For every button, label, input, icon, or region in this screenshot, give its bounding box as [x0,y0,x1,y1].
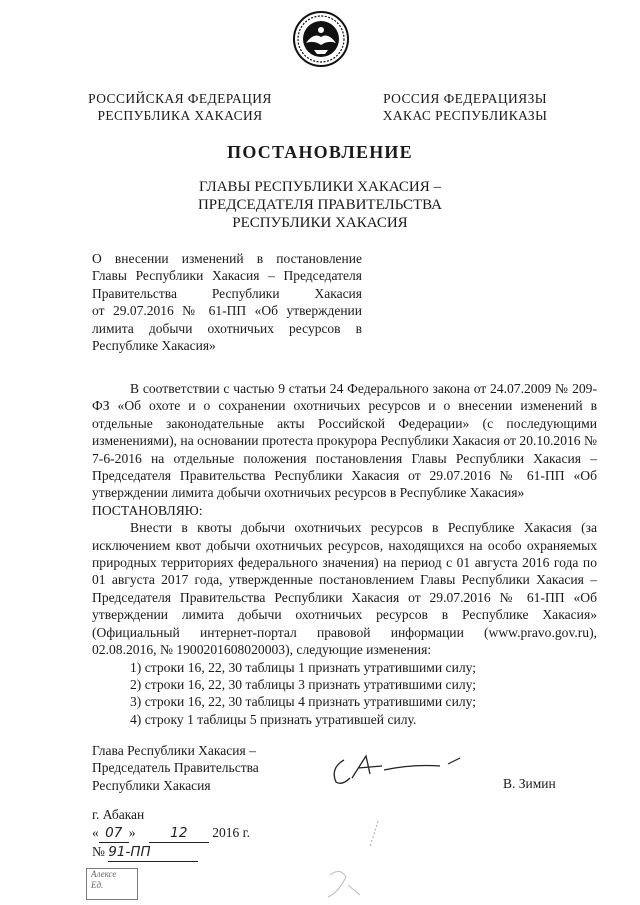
number-line [92,843,250,862]
subject-line: лимита добычи охотничьих ресурсов в [92,320,362,336]
subject-line: Республике Хакасия» [92,337,216,353]
handwritten-signature [322,748,472,788]
subject-line: от 29.07.2016 № 61-ПП «Об утверждении [92,303,362,319]
position-line: Республики Хакасия [92,777,211,793]
position-line: Председатель Правительства [92,760,259,776]
document-subtitle [160,178,480,232]
subject-line: Главы Республики Хакасия – Председателя [92,268,362,284]
place-date-number [92,806,250,862]
stamp-line: Ед. [91,880,104,890]
header-left-line: РЕСПУБЛИКА ХАКАСИЯ [97,108,263,123]
corner-stamp [86,868,138,900]
main-paragraph: Внести в квоты добычи охотничьих ресурсов в Республике Хакасия (за исключением квот добычи охотничьих ресурсов, находящихся на особо охраняемых природных территориях федерального значения) на период с 01 августа 2016 года по 01 августа 2017 года, утвержденные постановлением Главы Республики Хакасия – Председателя Правительства Республики Хакасия от 29.07.2016 № 61-ПП «Об утверждении лимита добычи охотничьих ресурсов в Республике Хакасия» (Официальный интернет-портал правовой информации (www.pravo.gov.ru), 02.08.2016, № 1900201608020003), следующие изменения: [92,520,597,658]
signatory-position [92,742,322,794]
subtitle-line: ПРЕДСЕДАТЕЛЯ ПРАВИТЕЛЬСТВА [197,197,443,213]
date-month: 12 [149,824,209,843]
subject-line: Правительства Республики Хакасия [92,285,362,301]
faint-pencil-mark [300,815,390,900]
list-item: 2) строки 16, 22, 30 таблицы 3 признать утратившими силу; [130,676,477,692]
subtitle-line: РЕСПУБЛИКИ ХАКАСИЯ [232,215,408,231]
header-right-line: РОССИЯ ФЕДЕРАЦИЯЗЫ [383,91,547,106]
header-left-line: РОССИЙСКАЯ ФЕДЕРАЦИЯ [88,91,272,106]
document-number: 91-ПП [108,843,198,862]
subject-line: О внесении изменений в постановление [92,251,362,266]
list-item: 1) строки 16, 22, 30 таблицы 1 признать утратившими силу; [130,659,477,675]
preamble-paragraph: В соответствии с частью 9 статьи 24 Федерального закона от 24.07.2009 № 209-ФЗ «Об охоте и о сохранении охотничьих ресурсов и о внесении изменений в отдельные законодательные акты Российской Федерации» (с последующими изменениями), на основании протеста прокурора Республики Хакасия от 20.10.2016 № 7-6-2016 на отдельные положения постановления Главы Республики Хакасия – Председателя Правительства Республики Хакасия от 29.07.2016 № 61-ПП «Об утверждении лимита добычи охотничьих ресурсов в Республике Хакасия» [92,381,597,501]
date-year: 2016 г. [212,825,251,840]
list-item: 4) строку 1 таблицы 5 признать утратившей силу. [130,711,417,727]
city: г. Абакан [92,807,145,822]
document-subject [92,250,362,354]
stamp-line: Алексе [91,869,117,879]
document-body [92,380,597,728]
signatory-name: В. Зимин [503,776,556,791]
resolve-word: ПОСТАНОВЛЯЮ: [92,502,203,518]
date-quote-close: » [128,825,136,840]
header-right [370,90,560,124]
list-item: 3) строки 16, 22, 30 таблицы 4 признать утратившими силу; [130,694,477,710]
date-quote-open: « [92,825,99,840]
header-right-line: ХАКАС РЕСПУБЛИКАЗЫ [382,108,548,123]
position-line: Глава Республики Хакасия – [92,743,256,758]
date-day: 07 [99,824,129,843]
number-prefix: № [92,844,105,859]
coat-of-arms-emblem [292,10,350,68]
document-title: ПОСТАНОВЛЕНИЕ [227,142,413,162]
header-left [80,90,280,124]
date-line [92,824,250,843]
subtitle-line: ГЛАВЫ РЕСПУБЛИКИ ХАКАСИЯ – [198,179,442,195]
